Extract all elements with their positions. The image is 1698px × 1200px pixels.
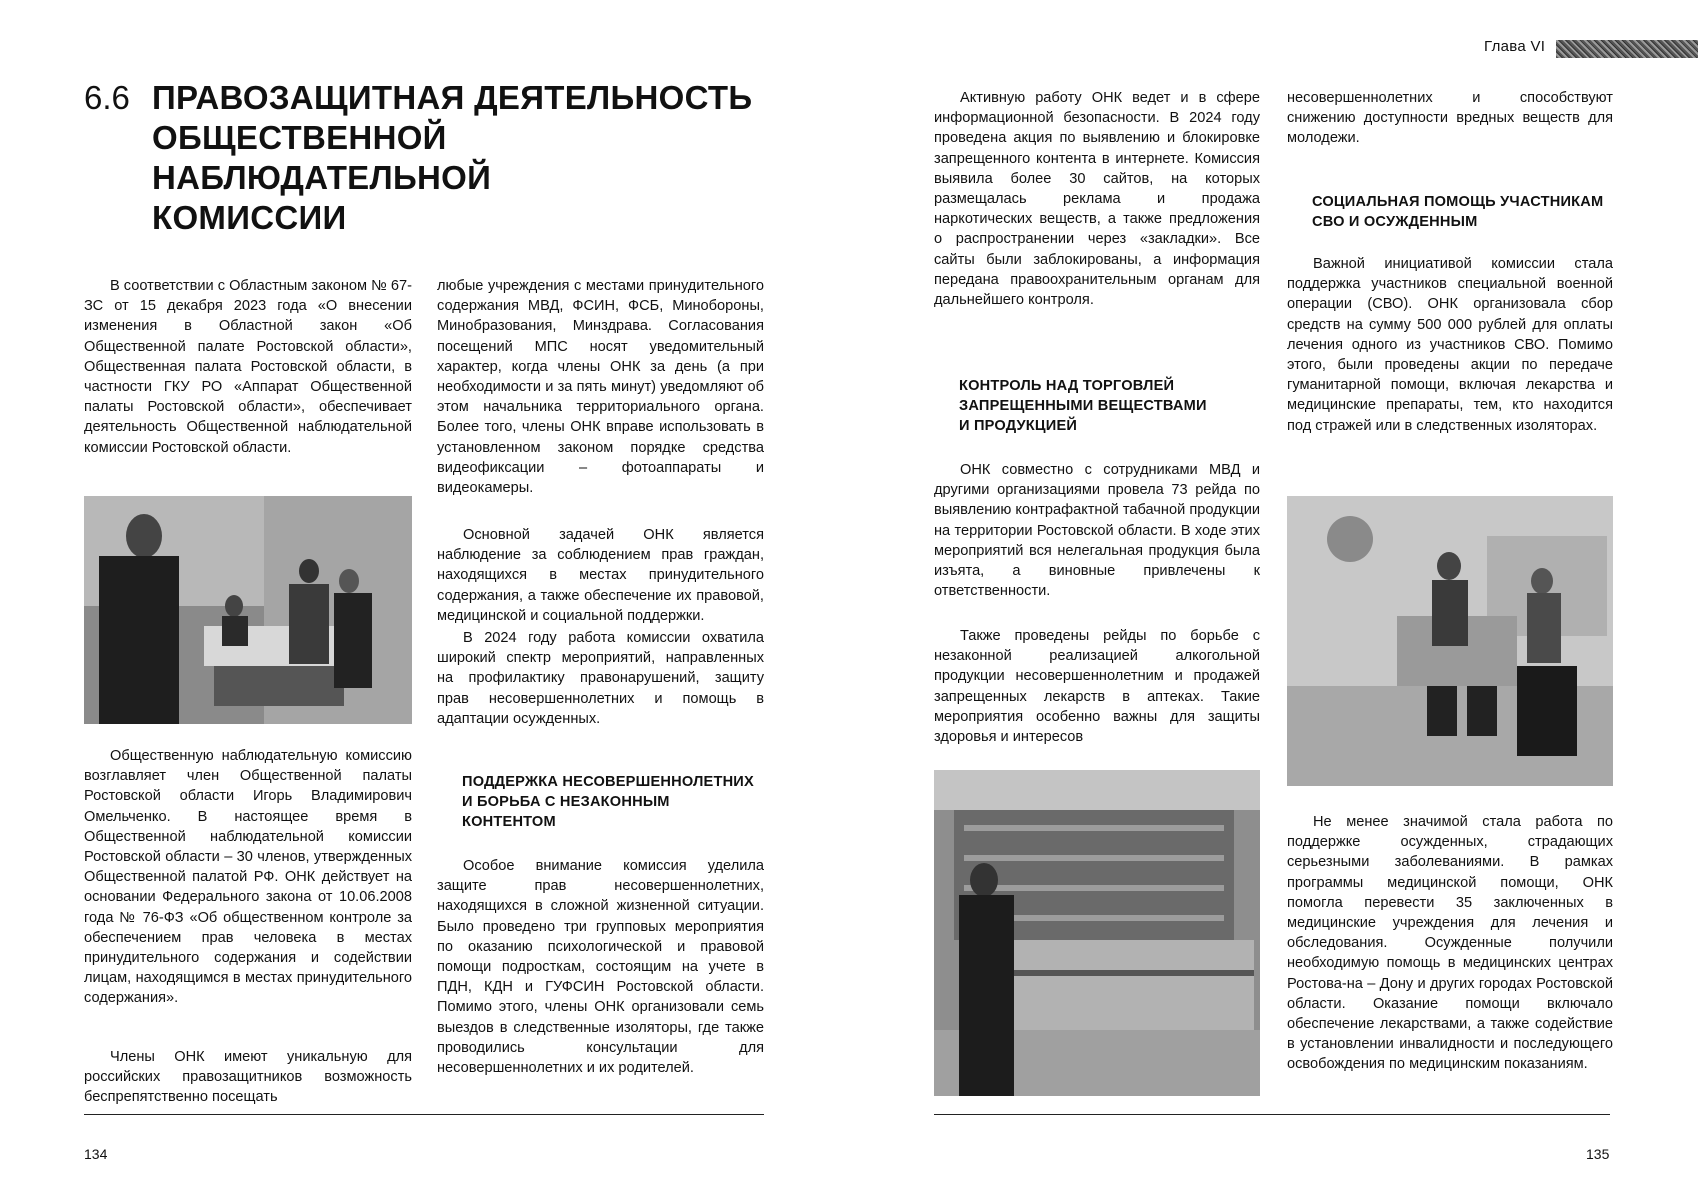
- right-page-number: 135: [1586, 1146, 1610, 1162]
- col2-subheading-line: ПОДДЕРЖКА НЕСОВЕРШЕННОЛЕТНИХ: [462, 774, 754, 790]
- right-footer-rule: [934, 1114, 1610, 1115]
- medical-office-photo: [1287, 496, 1613, 786]
- chapter-label: Глава VI: [1484, 38, 1546, 55]
- left-footer-rule: [84, 1114, 764, 1115]
- col2-paragraph-1: любые учреждения с местами принудительного содержания МВД, ФСИН, ФСБ, Минобороны, Минобразования, Минздрава. Согласования посещений МПС носят уведомительный характер, когда члены ОНК за день (а при необходимости и за пять минут) уведомляют об этом начальника территориального органа. Более того, члены ОНК вправе использовать в установленном законом порядке средства видеофиксации – фотоаппараты и видеокамеры.: [437, 278, 764, 497]
- section-title-line: КОМИССИИ: [152, 199, 347, 236]
- col3-paragraph-1: Активную работу ОНК ведет и в сфере информационной безопасности. В 2024 году проведена акция по выявлению и блокировке запрещенного контента в интернете. Комиссия выявила более 30 сайтов, на которых размещалась реклама и продажа наркотических веществ, а также предложения о распространении через «закладки». Все сайты были заблокированы, а информация передана правоохранительным органам для дальнейшего контроля.: [934, 90, 1260, 309]
- col4-paragraph-2: Важной инициативой комиссии стала поддержка участников специальной военной операции (СВО). ОНК организовала сбор средств на сумму 500 000 рублей для оплаты лечения одного из участников СВО. Помимо этого, были проведены акции по передаче гуманитарной помощи, включая лекарства и медицинские препараты, тем, кто находится под стражей или в следственных изоляторах.: [1287, 256, 1613, 434]
- left-page-number: 134: [84, 1146, 108, 1162]
- col4-paragraph-1: несовершеннолетних и способствуют снижению доступности вредных веществ для молодежи.: [1287, 90, 1613, 147]
- col3-subheading-line: ЗАПРЕЩЕННЫМИ ВЕЩЕСТВАМИ: [959, 398, 1207, 414]
- col4-subheading-line: СОЦИАЛЬНАЯ ПОМОЩЬ УЧАСТНИКАМ: [1312, 194, 1604, 210]
- col2-paragraph-2: Основной задачей ОНК является наблюдение за соблюдением прав граждан, находящихся в местах принудительного содержания, а также обеспечение их правовой, медицинской и социальной поддержки.: [437, 527, 764, 624]
- col4-subheading: [1312, 192, 1622, 232]
- col2-subheading-line: КОНТЕНТОМ: [462, 814, 556, 830]
- col2-paragraph-4: Особое внимание комиссия уделила защите прав несовершеннолетних, находящихся в сложной жизненной ситуации. Было проведено три групповых мероприятия по оказанию психологической и правовой помощи подросткам, состоящим на учете в ПДН, КДН и ГУФСИН Ростовской области. Помимо этого, члены ОНК организовали семь выездов в следственные изоляторы, где также проводились консультации для несовершеннолетних и их родителей.: [437, 858, 764, 1077]
- section-title: [152, 78, 792, 238]
- meeting-photo: [84, 496, 412, 724]
- chapter-header-band: [1556, 40, 1698, 58]
- pharmacy-photo: [934, 770, 1260, 1096]
- col2-paragraph-3: В 2024 году работа комиссии охватила широкий спектр мероприятий, направленных на профилактику правонарушений, защиту прав несовершеннолетних и помощь в адаптации осужденных.: [437, 630, 764, 727]
- col3-subheading: [959, 376, 1269, 436]
- col1-paragraph-3: Члены ОНК имеют уникальную для российских правозащитников возможность беспрепятственно посещать: [84, 1049, 412, 1106]
- col1-paragraph-1: В соответствии с Областным законом № 67-ЗС от 15 декабря 2023 года «О внесении изменения в Областной закон «Об Общественной палате Ростовской области», Общественная палата Ростовской области, в частности ГКУ РО «Аппарат Общественной палаты Ростовской области», обеспечивает деятельность Общественной наблюдательной комиссии Ростовской области.: [84, 278, 412, 456]
- section-title-line: ПРАВОЗАЩИТНАЯ ДЕЯТЕЛЬНОСТЬ: [152, 79, 753, 116]
- col2-subheading-line: И БОРЬБА С НЕЗАКОННЫМ: [462, 794, 670, 810]
- col4-paragraph-3: Не менее значимой стала работа по поддержке осужденных, страдающих серьезными заболеваниями. В рамках программы медицинской помощи, ОНК помогла перевести 35 заключенных в медицинские учреждения для лечения и обследования. Осужденные получили необходимую помощь в медицинских центрах Ростова-на – Дону и других городах Ростовской области. Оказание помощи включало обеспечение лекарствами, а также содействие в установлении инвалидности и последующего освобождения по медицинским показаниям.: [1287, 814, 1613, 1073]
- col1-paragraph-2: Общественную наблюдательную комиссию возглавляет член Общественной палаты Ростовской области Игорь Владимирович Омельченко. В настоящее время в Общественной наблюдательной комиссии Ростовской области – 30 членов, утвержденных Общественной палатой РФ. ОНК действует на основании Федерального закона от 10.06.2008 года № 76-ФЗ «Об общественном контроле за обеспечением прав человека в местах принудительного содержания и содействии лицам, находящимся в местах принудительного содержания».: [84, 748, 412, 1007]
- col3-paragraph-3: Также проведены рейды по борьбе с незаконной реализацией алкогольной продукции несовершеннолетним и продажей запрещенных лекарств в аптеках. Такие мероприятия особенно важны для защиты здоровья и интересов: [934, 628, 1260, 746]
- col2-subheading: [462, 772, 772, 832]
- col3-subheading-line: КОНТРОЛЬ НАД ТОРГОВЛЕЙ: [959, 378, 1175, 394]
- section-title-line: ОБЩЕСТВЕННОЙ НАБЛЮДАТЕЛЬНОЙ: [152, 119, 492, 196]
- col4-subheading-line: СВО И ОСУЖДЕННЫМ: [1312, 214, 1478, 230]
- col3-subheading-line: И ПРОДУКЦИЕЙ: [959, 418, 1078, 434]
- section-number: 6.6: [84, 79, 130, 116]
- col3-paragraph-2: ОНК совместно с сотрудниками МВД и другими организациями провела 73 рейда по выявлению контрафактной табачной продукции на территории Ростовской области. В ходе этих мероприятий вся нелегальная продукция была изъята, а виновные привлечены к ответственности.: [934, 462, 1260, 600]
